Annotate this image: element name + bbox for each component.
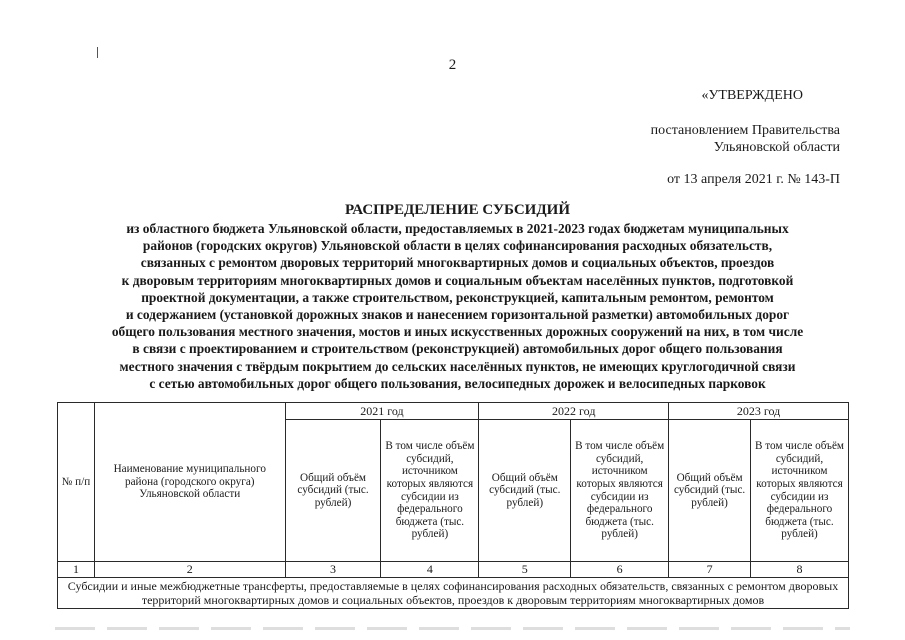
column-number: 2: [94, 562, 285, 578]
document-title: РАСПРЕДЕЛЕНИЕ СУБСИДИЙ: [344, 202, 570, 218]
page-number: 2: [448, 57, 457, 73]
column-number: 8: [751, 562, 849, 578]
subtitle-line: связанных с ремонтом дворовых территорий многоквартирных домов и социальных объектов, проездов: [140, 255, 775, 271]
subsidy-table: [57, 402, 849, 609]
col-header-year: 2022 год: [479, 403, 669, 420]
col-header-federal: В том числе объём субсидий, источником которых являются субсидии из федерального бюджета (тыс. рублей): [751, 420, 849, 562]
col-header-total: Общий объём субсидий (тыс. рублей): [669, 420, 751, 562]
approval-stamp: «УТВЕРЖДЕНО: [701, 88, 803, 103]
col-header-federal: В том числе объём субсидий, источником которых являются субсидии из федерального бюджета (тыс. рублей): [381, 420, 479, 562]
column-number: 6: [571, 562, 669, 578]
col-header-year: 2023 год: [669, 403, 849, 420]
document-subtitle: [55, 220, 860, 392]
subtitle-line: проектной документации, а также строительством, реконструкцией, капитальным ремонтом, ремонтом: [141, 289, 774, 305]
section-heading: Субсидии и иные межбюджетные трансферты, предоставляемые в целях софинансирования расходных обязательств, связанных с ремонтом дворовых территорий многоквартирных домов и социальных объектов, проездов к дворовым территориям многоквартирных домов: [58, 577, 849, 608]
subtitle-line: в связи с проектированием и строительством (реконструкцией) автомобильных дорог общего пользования: [132, 341, 783, 357]
approval-authority: [651, 122, 840, 156]
approval-date: от 13 апреля 2021 г. № 143-П: [667, 172, 840, 187]
col-header-total: Общий объём субсидий (тыс. рублей): [479, 420, 571, 562]
subtitle-line: общего пользования местного значения, мостов и иных искусственных дорожных сооружений на них, в том числе: [111, 324, 804, 340]
col-header-federal: В том числе объём субсидий, источником которых являются субсидии из федерального бюджета (тыс. рублей): [571, 420, 669, 562]
col-header-number: № п/п: [58, 403, 95, 562]
subtitle-line: с сетью автомобильных дорог общего пользования, велосипедных дорожек и велосипедных парковок: [149, 375, 766, 391]
column-number: 3: [285, 562, 381, 578]
subtitle-line: районов (городских округов) Ульяновской области в целях софинансирования расходных обязательств,: [142, 238, 773, 254]
column-number: 7: [669, 562, 751, 578]
section-row: [58, 577, 849, 608]
approval-authority-line1: постановлением Правительства: [650, 123, 840, 138]
col-header-year: 2021 год: [285, 403, 479, 420]
table-header-row: [58, 403, 849, 420]
column-number: 1: [58, 562, 95, 578]
subtitle-line: местного значения с твёрдым покрытием до сельских населённых пунктов, не имеющих круглогодичной связи: [119, 358, 796, 374]
next-row-fragment: [55, 627, 850, 630]
column-numbering-row: [58, 562, 849, 578]
column-number: 5: [479, 562, 571, 578]
col-header-name: Наименование муниципального района (городского округа) Ульяновской области: [94, 403, 285, 562]
subtitle-line: из областного бюджета Ульяновской области, предоставляемых в 2021-2023 годах бюджетам муниципальных: [126, 221, 789, 236]
column-number: 4: [381, 562, 479, 578]
subtitle-line: к дворовым территориям многоквартирных домов и социальным объектам населённых пунктов, подготовкой: [121, 272, 794, 288]
col-header-total: Общий объём субсидий (тыс. рублей): [285, 420, 381, 562]
approval-authority-line2: Ульяновской области: [713, 140, 840, 155]
subtitle-line: и содержанием (установкой дорожных знаков и нанесением горизонтальной разметки) автомобильных дорог: [125, 307, 790, 323]
